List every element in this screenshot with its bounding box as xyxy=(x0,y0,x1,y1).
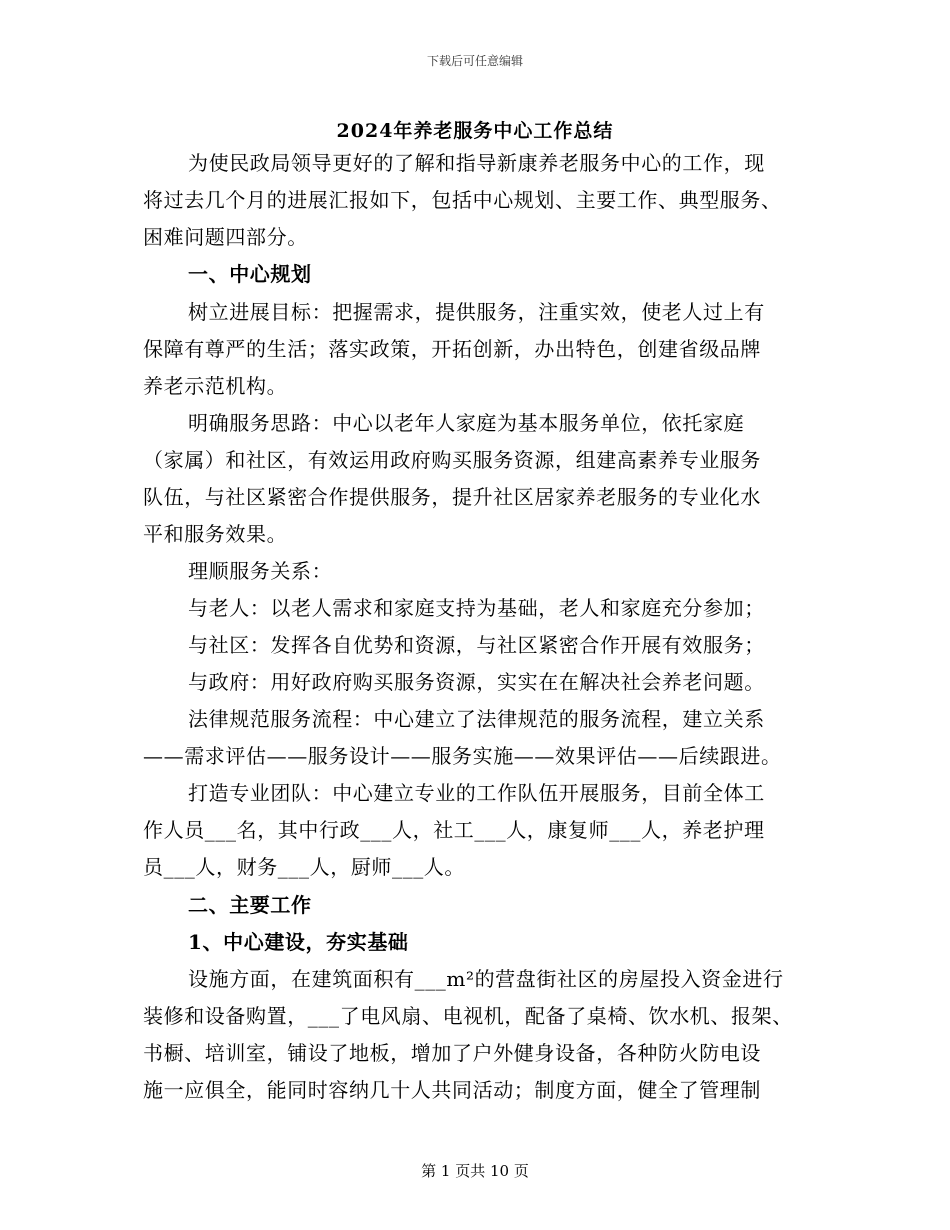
section-heading: 一、中心规划 xyxy=(188,262,312,286)
paragraph-line: 作人员___名，其中行政___人，社工___人，康复师___人，养老护理 xyxy=(143,818,765,842)
subsection-heading: 1、中心建设，夯实基础 xyxy=(188,930,409,954)
paragraph-line: 打造专业团队：中心建立专业的工作队伍开展服务，目前全体工 xyxy=(188,781,765,805)
paragraph-line: 平和服务效果。 xyxy=(143,522,288,546)
paragraph-line: 设施方面，在建筑面积有___m²的营盘街社区的房屋投入资金进行 xyxy=(188,967,784,991)
paragraph-line: 保障有尊严的生活；落实政策，开拓创新，办出特色，创建省级品牌 xyxy=(143,337,761,361)
paragraph-line: ——需求评估——服务设计——服务实施——效果评估——后续跟进。 xyxy=(143,744,782,768)
paragraph-line: 困难问题四部分。 xyxy=(143,225,308,249)
paragraph-line: 树立进展目标：把握需求，提供服务，注重实效，使老人过上有 xyxy=(188,300,765,324)
paragraph-line: 养老示范机构。 xyxy=(143,374,288,398)
paragraph-line: 与社区：发挥各自优势和资源，与社区紧密合作开展有效服务； xyxy=(188,633,765,657)
paragraph-line: 与政府：用好政府购买服务资源，实实在在解决社会养老问题。 xyxy=(188,670,765,694)
page-number: 第 1 页共 10 页 xyxy=(421,1162,529,1180)
paragraph-line: 理顺服务关系： xyxy=(188,559,333,583)
paragraph-line: 与老人：以老人需求和家庭支持为基础，老人和家庭充分参加； xyxy=(188,596,765,620)
section-heading: 二、主要工作 xyxy=(188,893,312,917)
paragraph-line: 明确服务思路：中心以老年人家庭为基本服务单位，依托家庭 xyxy=(188,411,745,435)
document-title: 2024年养老服务中心工作总结 xyxy=(336,120,614,142)
paragraph-line: 书橱、培训室，铺设了地板，增加了户外健身设备，各种防火防电设 xyxy=(143,1041,761,1065)
paragraph-line: 将过去几个月的进展汇报如下，包括中心规划、主要工作、典型服务、 xyxy=(143,188,782,212)
header-note: 下载后可任意编辑 xyxy=(426,54,523,68)
paragraph-line: 法律规范服务流程：中心建立了法律规范的服务流程，建立关系 xyxy=(188,707,765,731)
paragraph-line: 为使民政局领导更好的了解和指导新康养老服务中心的工作，现 xyxy=(188,151,765,175)
paragraph-line: 队伍，与社区紧密合作提供服务，提升社区居家养老服务的专业化水 xyxy=(143,485,761,509)
paragraph-line: 员___人，财务___人，厨师___人。 xyxy=(143,855,465,879)
paragraph-line: 施一应俱全，能同时容纳几十人共同活动；制度方面，健全了管理制 xyxy=(143,1078,761,1102)
paragraph-line: 装修和设备购置，___了电风扇、电视机，配备了桌椅、饮水机、报架、 xyxy=(143,1004,793,1028)
paragraph-line: （家属）和社区，有效运用政府购买服务资源，组建高素养专业服务 xyxy=(143,448,761,472)
